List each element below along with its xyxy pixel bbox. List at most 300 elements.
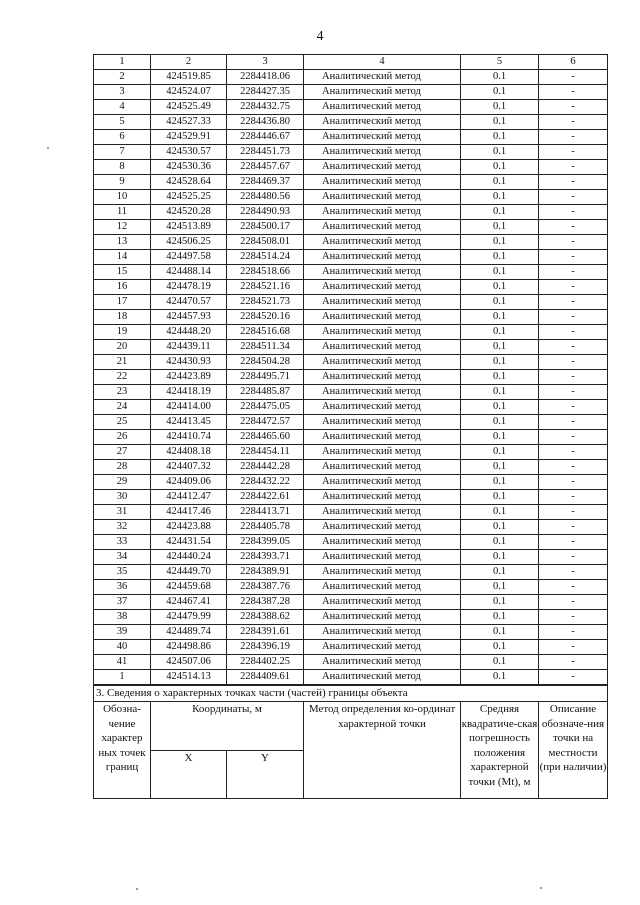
x-coordinate: 424408.18 <box>151 445 227 460</box>
accuracy-cell: 0.1 <box>461 385 539 400</box>
accuracy-cell: 0.1 <box>461 190 539 205</box>
y-coordinate: 2284396.19 <box>227 640 304 655</box>
point-number: 16 <box>94 280 151 295</box>
table-row <box>94 355 608 370</box>
method-cell: Аналитический метод <box>304 460 461 475</box>
accuracy-cell: 0.1 <box>461 100 539 115</box>
scan-speck <box>136 888 138 890</box>
description-cell: - <box>539 355 608 370</box>
point-number: 2 <box>94 70 151 85</box>
table-row <box>94 535 608 550</box>
column-number: 3 <box>227 55 304 70</box>
accuracy-cell: 0.1 <box>461 130 539 145</box>
method-cell: Аналитический метод <box>304 640 461 655</box>
x-coordinate: 424423.89 <box>151 370 227 385</box>
table-row <box>94 340 608 355</box>
method-cell: Аналитический метод <box>304 520 461 535</box>
y-coordinate: 2284446.67 <box>227 130 304 145</box>
description-cell: - <box>539 520 608 535</box>
column-number-row <box>94 55 608 70</box>
x-coordinate: 424520.28 <box>151 205 227 220</box>
point-number: 40 <box>94 640 151 655</box>
accuracy-cell: 0.1 <box>461 265 539 280</box>
x-coordinate: 424506.25 <box>151 235 227 250</box>
table-row <box>94 430 608 445</box>
description-cell: - <box>539 175 608 190</box>
point-number: 28 <box>94 460 151 475</box>
description-cell: - <box>539 655 608 670</box>
x-coordinate: 424430.93 <box>151 355 227 370</box>
description-cell: - <box>539 85 608 100</box>
table-row <box>94 520 608 535</box>
accuracy-cell: 0.1 <box>461 205 539 220</box>
x-coordinate: 424410.74 <box>151 430 227 445</box>
y-coordinate: 2284511.34 <box>227 340 304 355</box>
method-cell: Аналитический метод <box>304 475 461 490</box>
table-row <box>94 505 608 520</box>
point-number: 5 <box>94 115 151 130</box>
description-cell: - <box>539 445 608 460</box>
coordinates-table-body <box>94 55 608 685</box>
accuracy-cell: 0.1 <box>461 310 539 325</box>
description-cell: - <box>539 280 608 295</box>
y-coordinate: 2284432.22 <box>227 475 304 490</box>
point-number: 38 <box>94 610 151 625</box>
accuracy-cell: 0.1 <box>461 370 539 385</box>
point-number: 20 <box>94 340 151 355</box>
accuracy-cell: 0.1 <box>461 670 539 685</box>
header-method: Метод определения ко-ординат характерной точки <box>304 702 461 799</box>
accuracy-cell: 0.1 <box>461 535 539 550</box>
method-cell: Аналитический метод <box>304 415 461 430</box>
method-cell: Аналитический метод <box>304 115 461 130</box>
accuracy-cell: 0.1 <box>461 580 539 595</box>
x-coordinate: 424529.91 <box>151 130 227 145</box>
accuracy-cell: 0.1 <box>461 295 539 310</box>
y-coordinate: 2284393.71 <box>227 550 304 565</box>
x-coordinate: 424528.64 <box>151 175 227 190</box>
accuracy-cell: 0.1 <box>461 85 539 100</box>
x-coordinate: 424497.58 <box>151 250 227 265</box>
y-coordinate: 2284389.91 <box>227 565 304 580</box>
scan-speck <box>540 887 542 889</box>
point-number: 34 <box>94 550 151 565</box>
accuracy-cell: 0.1 <box>461 70 539 85</box>
y-coordinate: 2284465.60 <box>227 430 304 445</box>
method-cell: Аналитический метод <box>304 655 461 670</box>
table-row <box>94 490 608 505</box>
header-accuracy: Средняя квадратиче-ская погрешность положения характерной точки (Mt), м <box>461 702 539 799</box>
point-number: 19 <box>94 325 151 340</box>
table-row <box>94 565 608 580</box>
point-number: 23 <box>94 385 151 400</box>
description-cell: - <box>539 670 608 685</box>
table-row <box>94 640 608 655</box>
table-row <box>94 190 608 205</box>
x-coordinate: 424449.70 <box>151 565 227 580</box>
x-coordinate: 424525.49 <box>151 100 227 115</box>
y-coordinate: 2284518.66 <box>227 265 304 280</box>
column-number: 6 <box>539 55 608 70</box>
table-row <box>94 400 608 415</box>
method-cell: Аналитический метод <box>304 250 461 265</box>
description-cell: - <box>539 190 608 205</box>
table-row <box>94 115 608 130</box>
method-cell: Аналитический метод <box>304 385 461 400</box>
accuracy-cell: 0.1 <box>461 655 539 670</box>
page-number: 4 <box>316 29 324 44</box>
y-coordinate: 2284418.06 <box>227 70 304 85</box>
description-cell: - <box>539 400 608 415</box>
accuracy-cell: 0.1 <box>461 595 539 610</box>
y-coordinate: 2284490.93 <box>227 205 304 220</box>
section3-title-row <box>94 686 608 702</box>
point-number: 13 <box>94 235 151 250</box>
column-number: 4 <box>304 55 461 70</box>
point-number: 15 <box>94 265 151 280</box>
description-cell: - <box>539 205 608 220</box>
description-cell: - <box>539 295 608 310</box>
point-number: 9 <box>94 175 151 190</box>
x-coordinate: 424519.85 <box>151 70 227 85</box>
accuracy-cell: 0.1 <box>461 280 539 295</box>
header-description: Описание обозначе-ния точки на местности (при наличии) <box>539 702 608 799</box>
table-row <box>94 130 608 145</box>
y-coordinate: 2284500.17 <box>227 220 304 235</box>
description-cell: - <box>539 145 608 160</box>
accuracy-cell: 0.1 <box>461 250 539 265</box>
x-coordinate: 424457.93 <box>151 310 227 325</box>
description-cell: - <box>539 115 608 130</box>
accuracy-cell: 0.1 <box>461 160 539 175</box>
x-coordinate: 424418.19 <box>151 385 227 400</box>
point-number: 30 <box>94 490 151 505</box>
x-coordinate: 424412.47 <box>151 490 227 505</box>
accuracy-cell: 0.1 <box>461 430 539 445</box>
x-coordinate: 424478.19 <box>151 280 227 295</box>
point-number: 12 <box>94 220 151 235</box>
table-row <box>94 580 608 595</box>
table-row <box>94 370 608 385</box>
accuracy-cell: 0.1 <box>461 145 539 160</box>
method-cell: Аналитический метод <box>304 610 461 625</box>
y-coordinate: 2284422.61 <box>227 490 304 505</box>
method-cell: Аналитический метод <box>304 280 461 295</box>
x-coordinate: 424407.32 <box>151 460 227 475</box>
y-coordinate: 2284405.78 <box>227 520 304 535</box>
description-cell: - <box>539 385 608 400</box>
accuracy-cell: 0.1 <box>461 550 539 565</box>
accuracy-cell: 0.1 <box>461 325 539 340</box>
table-row <box>94 655 608 670</box>
method-cell: Аналитический метод <box>304 595 461 610</box>
coordinates-table <box>93 54 608 685</box>
y-coordinate: 2284521.73 <box>227 295 304 310</box>
x-coordinate: 424431.54 <box>151 535 227 550</box>
method-cell: Аналитический метод <box>304 340 461 355</box>
point-number: 29 <box>94 475 151 490</box>
x-coordinate: 424470.57 <box>151 295 227 310</box>
y-coordinate: 2284454.11 <box>227 445 304 460</box>
table-row <box>94 310 608 325</box>
point-number: 26 <box>94 430 151 445</box>
header-coordinates: Координаты, м <box>151 702 304 751</box>
method-cell: Аналитический метод <box>304 550 461 565</box>
accuracy-cell: 0.1 <box>461 640 539 655</box>
method-cell: Аналитический метод <box>304 235 461 250</box>
description-cell: - <box>539 100 608 115</box>
y-coordinate: 2284480.56 <box>227 190 304 205</box>
table-row <box>94 475 608 490</box>
accuracy-cell: 0.1 <box>461 445 539 460</box>
point-number: 1 <box>94 670 151 685</box>
method-cell: Аналитический метод <box>304 85 461 100</box>
description-cell: - <box>539 625 608 640</box>
description-cell: - <box>539 595 608 610</box>
y-coordinate: 2284387.76 <box>227 580 304 595</box>
accuracy-cell: 0.1 <box>461 625 539 640</box>
section3-table <box>93 685 608 799</box>
description-cell: - <box>539 430 608 445</box>
coordinates-sheet <box>93 54 607 799</box>
x-coordinate: 424459.68 <box>151 580 227 595</box>
description-cell: - <box>539 535 608 550</box>
y-coordinate: 2284520.16 <box>227 310 304 325</box>
x-coordinate: 424439.11 <box>151 340 227 355</box>
table-row <box>94 280 608 295</box>
scan-speck <box>47 147 49 149</box>
point-number: 41 <box>94 655 151 670</box>
y-coordinate: 2284516.68 <box>227 325 304 340</box>
x-coordinate: 424498.86 <box>151 640 227 655</box>
y-coordinate: 2284469.37 <box>227 175 304 190</box>
accuracy-cell: 0.1 <box>461 235 539 250</box>
x-coordinate: 424448.20 <box>151 325 227 340</box>
method-cell: Аналитический метод <box>304 190 461 205</box>
point-number: 25 <box>94 415 151 430</box>
method-cell: Аналитический метод <box>304 430 461 445</box>
description-cell: - <box>539 550 608 565</box>
table-row <box>94 235 608 250</box>
table-row <box>94 100 608 115</box>
method-cell: Аналитический метод <box>304 580 461 595</box>
y-coordinate: 2284413.71 <box>227 505 304 520</box>
description-cell: - <box>539 580 608 595</box>
x-coordinate: 424414.00 <box>151 400 227 415</box>
point-number: 33 <box>94 535 151 550</box>
y-coordinate: 2284495.71 <box>227 370 304 385</box>
table-row <box>94 625 608 640</box>
column-number: 5 <box>461 55 539 70</box>
table-row <box>94 265 608 280</box>
method-cell: Аналитический метод <box>304 310 461 325</box>
x-coordinate: 424489.74 <box>151 625 227 640</box>
method-cell: Аналитический метод <box>304 130 461 145</box>
description-cell: - <box>539 235 608 250</box>
table-row <box>94 445 608 460</box>
section3-header-row <box>94 702 608 751</box>
method-cell: Аналитический метод <box>304 565 461 580</box>
table-row <box>94 460 608 475</box>
y-coordinate: 2284485.87 <box>227 385 304 400</box>
method-cell: Аналитический метод <box>304 445 461 460</box>
column-number: 2 <box>151 55 227 70</box>
method-cell: Аналитический метод <box>304 625 461 640</box>
header-designation: Обозна-чение характер ных точек границ <box>94 702 151 799</box>
point-number: 22 <box>94 370 151 385</box>
method-cell: Аналитический метод <box>304 370 461 385</box>
y-coordinate: 2284514.24 <box>227 250 304 265</box>
description-cell: - <box>539 370 608 385</box>
table-row <box>94 595 608 610</box>
method-cell: Аналитический метод <box>304 175 461 190</box>
table-row <box>94 670 608 685</box>
point-number: 39 <box>94 625 151 640</box>
method-cell: Аналитический метод <box>304 325 461 340</box>
x-coordinate: 424467.41 <box>151 595 227 610</box>
point-number: 27 <box>94 445 151 460</box>
accuracy-cell: 0.1 <box>461 490 539 505</box>
x-coordinate: 424417.46 <box>151 505 227 520</box>
point-number: 10 <box>94 190 151 205</box>
point-number: 36 <box>94 580 151 595</box>
description-cell: - <box>539 325 608 340</box>
table-row <box>94 70 608 85</box>
header-x: X <box>151 750 227 799</box>
point-number: 21 <box>94 355 151 370</box>
x-coordinate: 424513.89 <box>151 220 227 235</box>
point-number: 18 <box>94 310 151 325</box>
point-number: 17 <box>94 295 151 310</box>
table-row <box>94 325 608 340</box>
table-row <box>94 85 608 100</box>
y-coordinate: 2284442.28 <box>227 460 304 475</box>
method-cell: Аналитический метод <box>304 265 461 280</box>
y-coordinate: 2284427.35 <box>227 85 304 100</box>
description-cell: - <box>539 340 608 355</box>
description-cell: - <box>539 640 608 655</box>
table-row <box>94 610 608 625</box>
y-coordinate: 2284521.16 <box>227 280 304 295</box>
y-coordinate: 2284402.25 <box>227 655 304 670</box>
point-number: 31 <box>94 505 151 520</box>
accuracy-cell: 0.1 <box>461 505 539 520</box>
x-coordinate: 424409.06 <box>151 475 227 490</box>
description-cell: - <box>539 415 608 430</box>
accuracy-cell: 0.1 <box>461 220 539 235</box>
table-row <box>94 175 608 190</box>
point-number: 35 <box>94 565 151 580</box>
accuracy-cell: 0.1 <box>461 475 539 490</box>
description-cell: - <box>539 160 608 175</box>
x-coordinate: 424527.33 <box>151 115 227 130</box>
description-cell: - <box>539 265 608 280</box>
table-row <box>94 295 608 310</box>
table-row <box>94 385 608 400</box>
method-cell: Аналитический метод <box>304 295 461 310</box>
method-cell: Аналитический метод <box>304 100 461 115</box>
accuracy-cell: 0.1 <box>461 175 539 190</box>
accuracy-cell: 0.1 <box>461 400 539 415</box>
accuracy-cell: 0.1 <box>461 340 539 355</box>
y-coordinate: 2284387.28 <box>227 595 304 610</box>
method-cell: Аналитический метод <box>304 205 461 220</box>
description-cell: - <box>539 490 608 505</box>
point-number: 3 <box>94 85 151 100</box>
header-y: Y <box>227 750 304 799</box>
accuracy-cell: 0.1 <box>461 565 539 580</box>
y-coordinate: 2284436.80 <box>227 115 304 130</box>
x-coordinate: 424413.45 <box>151 415 227 430</box>
accuracy-cell: 0.1 <box>461 415 539 430</box>
table-row <box>94 145 608 160</box>
method-cell: Аналитический метод <box>304 505 461 520</box>
y-coordinate: 2284391.61 <box>227 625 304 640</box>
description-cell: - <box>539 565 608 580</box>
y-coordinate: 2284388.62 <box>227 610 304 625</box>
table-row <box>94 220 608 235</box>
description-cell: - <box>539 130 608 145</box>
point-number: 8 <box>94 160 151 175</box>
description-cell: - <box>539 505 608 520</box>
x-coordinate: 424488.14 <box>151 265 227 280</box>
point-number: 6 <box>94 130 151 145</box>
y-coordinate: 2284399.05 <box>227 535 304 550</box>
point-number: 11 <box>94 205 151 220</box>
y-coordinate: 2284508.01 <box>227 235 304 250</box>
x-coordinate: 424507.06 <box>151 655 227 670</box>
table-row <box>94 160 608 175</box>
table-row <box>94 205 608 220</box>
y-coordinate: 2284504.28 <box>227 355 304 370</box>
y-coordinate: 2284472.57 <box>227 415 304 430</box>
point-number: 24 <box>94 400 151 415</box>
point-number: 14 <box>94 250 151 265</box>
description-cell: - <box>539 310 608 325</box>
description-cell: - <box>539 475 608 490</box>
point-number: 32 <box>94 520 151 535</box>
x-coordinate: 424530.57 <box>151 145 227 160</box>
y-coordinate: 2284457.67 <box>227 160 304 175</box>
x-coordinate: 424440.24 <box>151 550 227 565</box>
method-cell: Аналитический метод <box>304 160 461 175</box>
y-coordinate: 2284409.61 <box>227 670 304 685</box>
y-coordinate: 2284432.75 <box>227 100 304 115</box>
accuracy-cell: 0.1 <box>461 610 539 625</box>
table-row <box>94 550 608 565</box>
x-coordinate: 424423.88 <box>151 520 227 535</box>
table-row <box>94 415 608 430</box>
x-coordinate: 424524.07 <box>151 85 227 100</box>
method-cell: Аналитический метод <box>304 145 461 160</box>
x-coordinate: 424479.99 <box>151 610 227 625</box>
y-coordinate: 2284451.73 <box>227 145 304 160</box>
column-number: 1 <box>94 55 151 70</box>
method-cell: Аналитический метод <box>304 535 461 550</box>
method-cell: Аналитический метод <box>304 670 461 685</box>
description-cell: - <box>539 610 608 625</box>
description-cell: - <box>539 460 608 475</box>
description-cell: - <box>539 250 608 265</box>
x-coordinate: 424525.25 <box>151 190 227 205</box>
point-number: 7 <box>94 145 151 160</box>
method-cell: Аналитический метод <box>304 490 461 505</box>
x-coordinate: 424530.36 <box>151 160 227 175</box>
method-cell: Аналитический метод <box>304 400 461 415</box>
accuracy-cell: 0.1 <box>461 460 539 475</box>
description-cell: - <box>539 70 608 85</box>
accuracy-cell: 0.1 <box>461 355 539 370</box>
